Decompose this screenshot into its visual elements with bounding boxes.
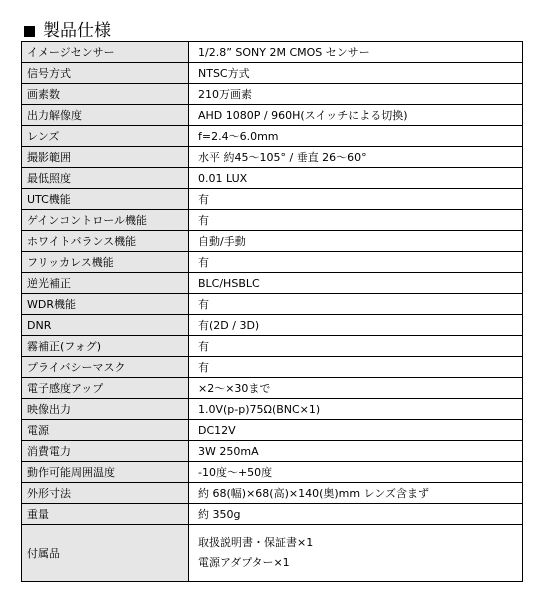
spec-label: 霧補正(フォグ) [22,336,189,357]
spec-row [22,210,523,231]
spec-label: 撮影範囲 [22,147,189,168]
spec-row [22,483,523,504]
accessory-item: 取扱説明書・保証書×1 [198,536,314,549]
spec-value: 約 350g [189,504,523,525]
spec-row [22,105,523,126]
spec-row [22,231,523,252]
spec-row [22,336,523,357]
square-bullet-icon [24,26,35,37]
spec-value: 自動/手動 [189,231,523,252]
spec-row [22,294,523,315]
spec-label: 消費電力 [22,441,189,462]
spec-value: ×2～×30まで [189,378,523,399]
spec-row-accessories [22,525,523,582]
spec-label: 電源 [22,420,189,441]
spec-label: 付属品 [22,525,189,582]
spec-value: 3W 250mA [189,441,523,462]
spec-label: イメージセンサー [22,42,189,63]
spec-value: 0.01 LUX [189,168,523,189]
spec-row [22,399,523,420]
spec-row [22,63,523,84]
spec-label: 信号方式 [22,63,189,84]
spec-row [22,189,523,210]
spec-value: 有 [189,252,523,273]
spec-label: 重量 [22,504,189,525]
spec-row [22,42,523,63]
spec-label: プライバシーマスク [22,357,189,378]
spec-value: 有 [189,357,523,378]
spec-label: 最低照度 [22,168,189,189]
spec-value: 1.0V(p-p)75Ω(BNC×1) [189,399,523,420]
spec-value: f=2.4～6.0mm [189,126,523,147]
spec-row [22,252,523,273]
accessory-item: 電源アダプター×1 [198,556,290,569]
spec-row [22,420,523,441]
spec-label: 逆光補正 [22,273,189,294]
section-title: 製品仕様 [43,21,111,41]
section-heading [22,20,111,42]
spec-value-accessories [189,525,523,582]
spec-row [22,441,523,462]
spec-row [22,378,523,399]
spec-value: -10度～+50度 [189,462,523,483]
spec-row [22,315,523,336]
spec-row [22,126,523,147]
spec-value: 1/2.8” SONY 2M CMOS センサー [189,42,523,63]
spec-label: 動作可能周囲温度 [22,462,189,483]
spec-label: 電子感度アップ [22,378,189,399]
spec-row [22,357,523,378]
spec-value: AHD 1080P / 960H(スイッチによる切換) [189,105,523,126]
spec-value: DC12V [189,420,523,441]
spec-value: 有 [189,336,523,357]
spec-label: 映像出力 [22,399,189,420]
spec-label: 画素数 [22,84,189,105]
spec-row [22,273,523,294]
spec-value: 有 [189,189,523,210]
spec-value: BLC/HSBLC [189,273,523,294]
spec-label: DNR [22,315,189,336]
spec-value: 有 [189,210,523,231]
spec-label: レンズ [22,126,189,147]
spec-value: 約 68(幅)×68(高)×140(奥)mm レンズ含まず [189,483,523,504]
spec-label: 外形寸法 [22,483,189,504]
spec-row [22,504,523,525]
spec-value: 有(2D / 3D) [189,315,523,336]
spec-label: ホワイトバランス機能 [22,231,189,252]
spec-value: 水平 約45～105° / 垂直 26～60° [189,147,523,168]
spec-table [21,41,523,582]
spec-label: 出力解像度 [22,105,189,126]
spec-value: 有 [189,294,523,315]
spec-row [22,84,523,105]
spec-label: WDR機能 [22,294,189,315]
spec-label: フリッカレス機能 [22,252,189,273]
spec-row [22,147,523,168]
spec-value: NTSC方式 [189,63,523,84]
spec-row [22,168,523,189]
spec-row [22,462,523,483]
spec-value: 210万画素 [189,84,523,105]
spec-label: UTC機能 [22,189,189,210]
spec-label: ゲインコントロール機能 [22,210,189,231]
